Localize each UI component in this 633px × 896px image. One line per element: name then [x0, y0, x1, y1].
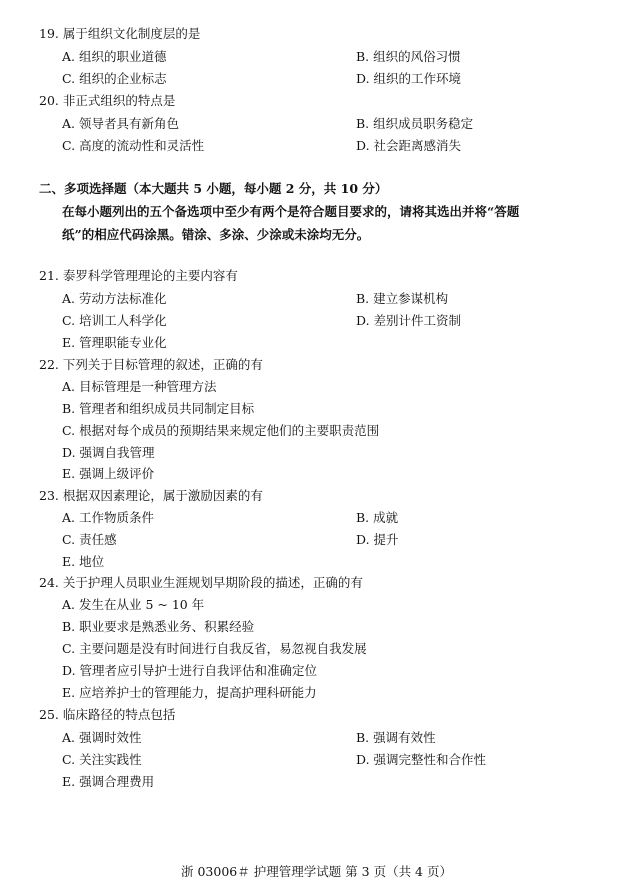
question-19-option-c: C. 组织的企业标志 [62, 71, 167, 86]
page-footer: 浙 03006＃ 护理管理学试题 第 3 页（共 4 页） [181, 864, 452, 879]
section-2-instruction-line-1: 在每小题列出的五个备选项中至少有两个是符合题目要求的，请将其选出并将“答题 [62, 204, 520, 219]
question-21-option-b: B. 建立参谋机构 [356, 291, 449, 306]
question-20-option-a: A. 领导者具有新角色 [62, 116, 179, 131]
question-21-option-a: A. 劳动方法标准化 [62, 291, 167, 306]
question-19-stem: 19. 属于组织文化制度层的是 [39, 26, 201, 41]
question-22-option-d: D. 强调自我管理 [62, 445, 155, 460]
question-22-option-a: A. 目标管理是一种管理方法 [62, 379, 217, 394]
question-23-option-d: D. 提升 [356, 532, 399, 547]
question-21-stem: 21. 泰罗科学管理理论的主要内容有 [39, 268, 238, 283]
question-25-option-c: C. 关注实践性 [62, 752, 142, 767]
question-25-option-b: B. 强调有效性 [356, 730, 436, 745]
question-23-stem: 23. 根据双因素理论，属于激励因素的有 [39, 488, 263, 503]
question-22-stem: 22. 下列关于目标管理的叙述，正确的有 [39, 357, 263, 372]
question-24-stem: 24. 关于护理人员职业生涯规划早期阶段的描述，正确的有 [39, 575, 363, 590]
question-20-option-c: C. 高度的流动性和灵活性 [62, 138, 205, 153]
question-24-option-e: E. 应培养护士的管理能力，提高护理科研能力 [62, 685, 317, 700]
question-21-option-d: D. 差别计件工资制 [356, 313, 462, 328]
question-20-option-d: D. 社会距离感消失 [356, 138, 462, 153]
question-19-option-d: D. 组织的工作环境 [356, 71, 462, 86]
question-22-option-e: E. 强调上级评价 [62, 466, 155, 481]
question-25-stem: 25. 临床路径的特点包括 [39, 707, 176, 722]
question-25-option-d: D. 强调完整性和合作性 [356, 752, 487, 767]
question-19-option-b: B. 组织的风俗习惯 [356, 49, 461, 64]
section-2-instruction-line-2: 纸”的相应代码涂黑。错涂、多涂、少涂或未涂均无分。 [62, 227, 370, 242]
question-24-option-a: A. 发生在从业 5 ~ 10 年 [62, 597, 205, 612]
question-21-option-e: E. 管理职能专业化 [62, 335, 167, 350]
question-20-stem: 20. 非正式组织的特点是 [39, 93, 176, 108]
question-23-option-c: C. 责任感 [62, 532, 117, 547]
question-23-option-e: E. 地位 [62, 554, 105, 569]
question-22-option-b: B. 管理者和组织成员共同制定目标 [62, 401, 255, 416]
question-23-option-b: B. 成就 [356, 510, 399, 525]
question-24-option-c: C. 主要问题是没有时间进行自我反省，易忽视自我发展 [62, 641, 367, 656]
question-23-option-a: A. 工作物质条件 [62, 510, 154, 525]
question-24-option-b: B. 职业要求是熟悉业务、积累经验 [62, 619, 255, 634]
section-2-heading: 二、多项选择题（本大题共 5 小题，每小题 2 分，共 10 分） [39, 181, 388, 196]
question-19-option-a: A. 组织的职业道德 [62, 49, 167, 64]
question-21-option-c: C. 培训工人科学化 [62, 313, 167, 328]
question-22-option-c: C. 根据对每个成员的预期结果来规定他们的主要职责范围 [62, 423, 380, 438]
question-24-option-d: D. 管理者应引导护士进行自我评估和准确定位 [62, 663, 318, 678]
question-25-option-a: A. 强调时效性 [62, 730, 142, 745]
question-20-option-b: B. 组织成员职务稳定 [356, 116, 474, 131]
question-25-option-e: E. 强调合理费用 [62, 774, 155, 789]
